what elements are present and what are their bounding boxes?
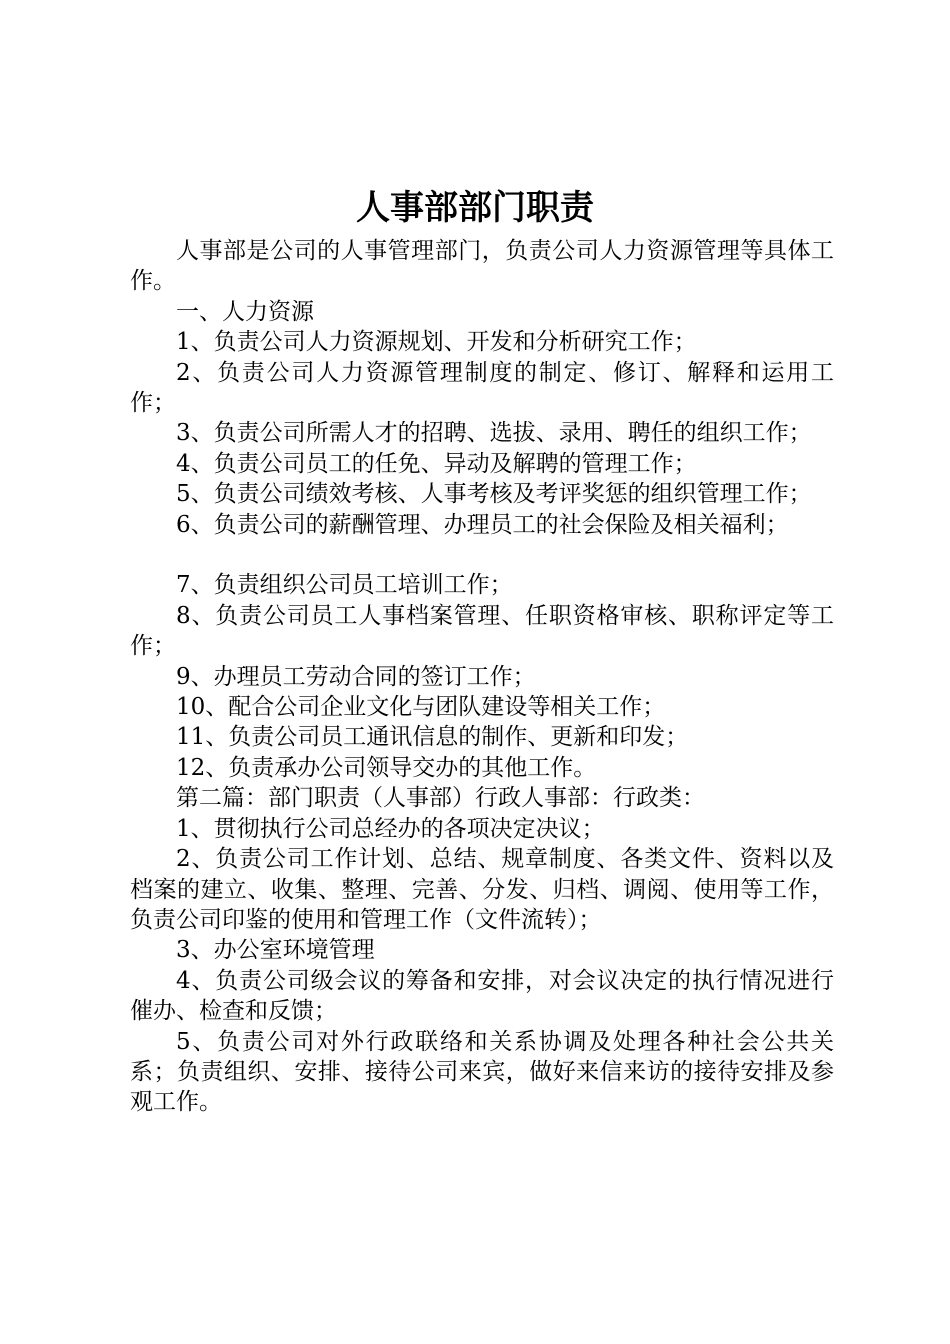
list-item: 6、负责公司的薪酬管理、办理员工的社会保险及相关福利；	[176, 511, 789, 538]
list-item: 7、负责组织公司员工培训工作；	[176, 572, 513, 599]
intro-paragraph: 人事部是公司的人事管理部门，负责公司人力资源管理等具体工作。	[130, 238, 834, 295]
list-item: 5、负责公司绩效考核、人事考核及考评奖惩的组织管理工作；	[176, 481, 812, 508]
section-heading-admin: 第二篇：部门职责（人事部）行政人事部：行政类：	[176, 785, 705, 812]
list-item: 3、负责公司所需人才的招聘、选拔、录用、聘任的组织工作；	[176, 420, 812, 447]
list-item: 1、贯彻执行公司总经办的各项决定决议；	[176, 815, 605, 842]
list-item: 11、负责公司员工通讯信息的制作、更新和印发；	[176, 724, 689, 751]
list-item: 8、负责公司员工人事档案管理、任职资格审核、职称评定等工作；	[130, 602, 834, 660]
list-item: 2、负责公司工作计划、总结、规章制度、各类文件、资料以及档案的建立、收集、整理、完善、分发、归档、调阅、使用等工作，负责公司印鉴的使用和管理工作（文件流转）；	[130, 846, 834, 933]
list-item: 3、办公室环境管理	[176, 937, 375, 964]
list-item: 1、负责公司人力资源规划、开发和分析研究工作；	[176, 329, 697, 356]
list-item: 12、负责承办公司领导交办的其他工作。	[176, 754, 597, 781]
section-heading-hr: 一、人力资源	[176, 298, 314, 325]
blank-line	[130, 540, 834, 570]
list-item: 10、配合公司企业文化与团队建设等相关工作；	[176, 694, 666, 721]
list-item: 5、负责公司对外行政联络和关系协调及处理各种社会公共关系；负责组织、安排、接待公司来宾，做好来信来访的接待安排及参观工作。	[130, 1028, 834, 1116]
list-item: 9、办理员工劳动合同的签订工作；	[176, 663, 536, 690]
document-title: 人事部部门职责	[356, 188, 594, 228]
list-item: 4、负责公司级会议的筹备和安排，对会议决定的执行情况进行催办、检查和反馈；	[130, 967, 834, 1025]
list-item: 2、负责公司人力资源管理制度的制定、修订、解释和运用工作；	[130, 359, 834, 417]
document-body	[130, 236, 834, 1118]
list-item: 4、负责公司员工的任免、异动及解聘的管理工作；	[176, 450, 697, 477]
